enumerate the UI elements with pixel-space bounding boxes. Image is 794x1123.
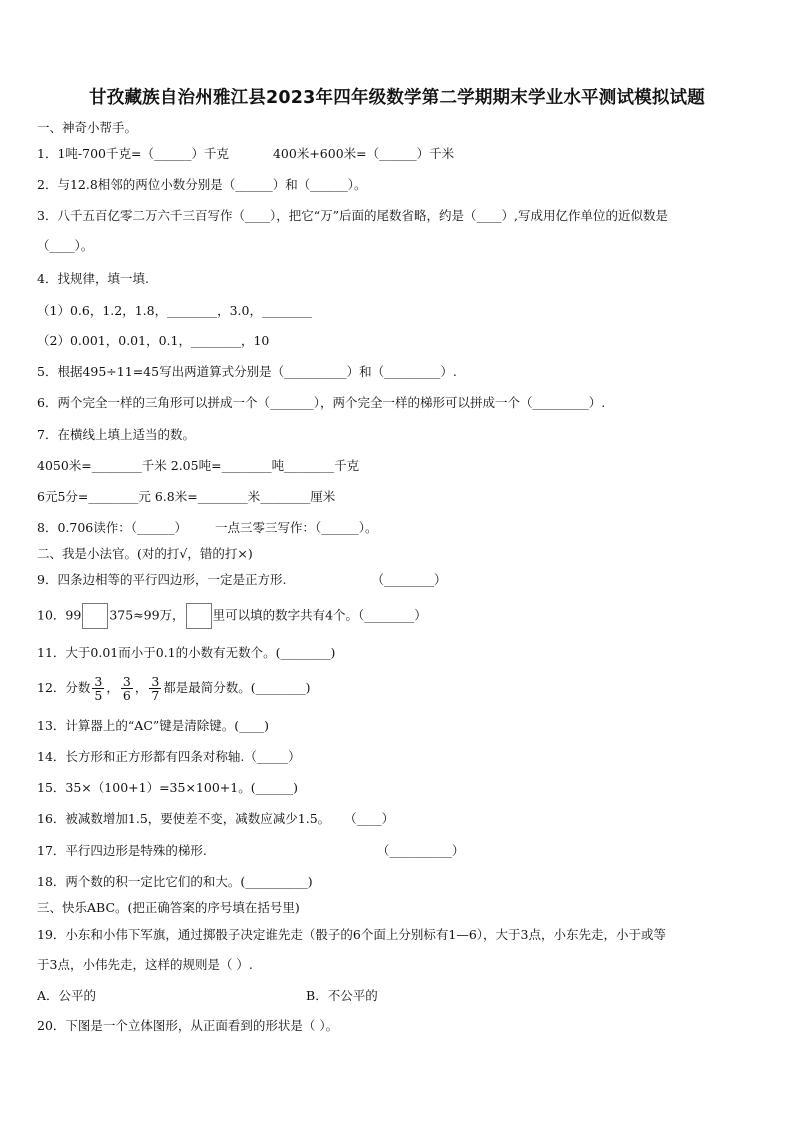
question-14: 14．长方形和正方形都有四条对称轴.（_____） [37, 749, 301, 764]
question-19-options [37, 987, 378, 1005]
question-10-suffix: 里可以填的数字共有4个。（________） [212, 607, 427, 623]
section-2-heading: 二、我是小法官。(对的打√，错的打×) [37, 546, 253, 561]
question-15: 15．35×（100+1）=35×100+1。(______) [37, 780, 298, 795]
option-b: B．不公平的 [306, 988, 378, 1003]
section-3-heading: 三、快乐ABC。(把正确答案的序号填在括号里) [37, 900, 300, 915]
fraction-1 [92, 675, 104, 702]
question-10 [37, 603, 427, 629]
fraction-3 [149, 675, 161, 702]
question-9 [37, 571, 446, 589]
option-a: A．公平的 [37, 988, 97, 1003]
question-1-part-a: 1．1吨-700千克=（______）千克 [37, 146, 229, 161]
question-8-part-b: 一点三零三写作：（______）。 [215, 520, 378, 535]
question-4-part-2: （2）0.001，0.01，0.1，________，10 [37, 333, 270, 348]
question-12-suffix: 都是最简分数。(________) [163, 680, 311, 695]
question-7-stem: 7．在横线上填上适当的数。 [37, 427, 195, 442]
fraction-1-denominator: 5 [94, 688, 103, 703]
question-6: 6．两个完全一样的三角形可以拼成一个（_______），两个完全一样的梯形可以拼成一个（_________）. [37, 395, 606, 410]
question-10-box-2 [186, 603, 212, 629]
fraction-separator: ， [106, 680, 119, 695]
question-10-prefix: 10．99 [37, 607, 82, 623]
question-18: 18．两个数的积一定比它们的和大。(__________) [37, 874, 313, 889]
question-4-part-1: （1）0.6，1.2，1.8，________，3.0，________ [37, 303, 312, 318]
question-19-line-2: 于3点，小伟先走，这样的规则是（ ）. [37, 957, 253, 972]
question-8-part-a: 8．0.706读作：（______） [37, 520, 187, 535]
question-16 [37, 810, 394, 828]
question-16-text: 16．被减数增加1.5，要使差不变，减数应减少1.5。 [37, 811, 331, 826]
question-5: 5．根据495÷11=45写出两道算式分别是（__________）和（_________）. [37, 364, 457, 379]
fraction-2-numerator: 3 [122, 674, 131, 689]
page-title: 甘孜藏族自治州雅江县2023年四年级数学第二学期期末学业水平测试模拟试题 [89, 88, 705, 108]
question-20: 20．下图是一个立体图形，从正面看到的形状是（ ）。 [37, 1018, 339, 1033]
question-19-line-1: 19．小东和小伟下军旗，通过掷骰子决定谁先走（骰子的6个面上分别标有1—6），大于3点，小东先走，小于或等 [37, 927, 666, 942]
question-4-stem: 4．找规律，填一填. [37, 271, 149, 286]
section-1-heading: 一、神奇小帮手。 [37, 120, 138, 135]
question-1 [37, 145, 454, 163]
question-1-part-b: 400米+600米=（______）千米 [272, 146, 455, 161]
question-10-box-1 [82, 603, 108, 629]
question-3-line-2: （____）。 [37, 238, 94, 253]
fraction-3-denominator: 7 [151, 688, 160, 703]
question-11: 11．大于0.01而小于0.1的小数有无数个。(________) [37, 645, 336, 660]
fraction-2-denominator: 6 [122, 688, 131, 703]
question-13: 13．计算器上的“AC”键是清除键。(____) [37, 718, 270, 733]
question-8 [37, 519, 378, 537]
question-9-text: 9．四条边相等的平行四边形，一定是正方形. [37, 572, 287, 587]
fraction-2 [121, 675, 133, 702]
fraction-3-numerator: 3 [151, 674, 160, 689]
question-12 [37, 673, 311, 703]
question-10-middle: 375≈99万， [109, 607, 185, 623]
fraction-1-numerator: 3 [94, 674, 103, 689]
question-7-line-1: 4050米=________千米 2.05吨=________吨________千克 [37, 458, 360, 473]
question-17-answer: （__________） [376, 843, 465, 858]
question-3-line-1: 3．八千五百亿零二万六千三百写作（____），把它“万”后面的尾数省略，约是（____）,写成用亿作单位的近似数是 [37, 208, 668, 223]
fraction-separator: ， [134, 680, 148, 695]
question-7-line-2: 6元5分=________元 6.8米=________米________厘米 [37, 489, 336, 504]
question-12-prefix: 12．分数 [37, 680, 91, 695]
question-2: 2．与12.8相邻的两位小数分别是（______）和（______）。 [37, 177, 367, 192]
question-9-answer: （________） [371, 572, 447, 587]
question-16-answer: （____） [344, 811, 395, 826]
question-17-text: 17．平行四边形是特殊的梯形. [37, 843, 207, 858]
question-17 [37, 842, 464, 860]
